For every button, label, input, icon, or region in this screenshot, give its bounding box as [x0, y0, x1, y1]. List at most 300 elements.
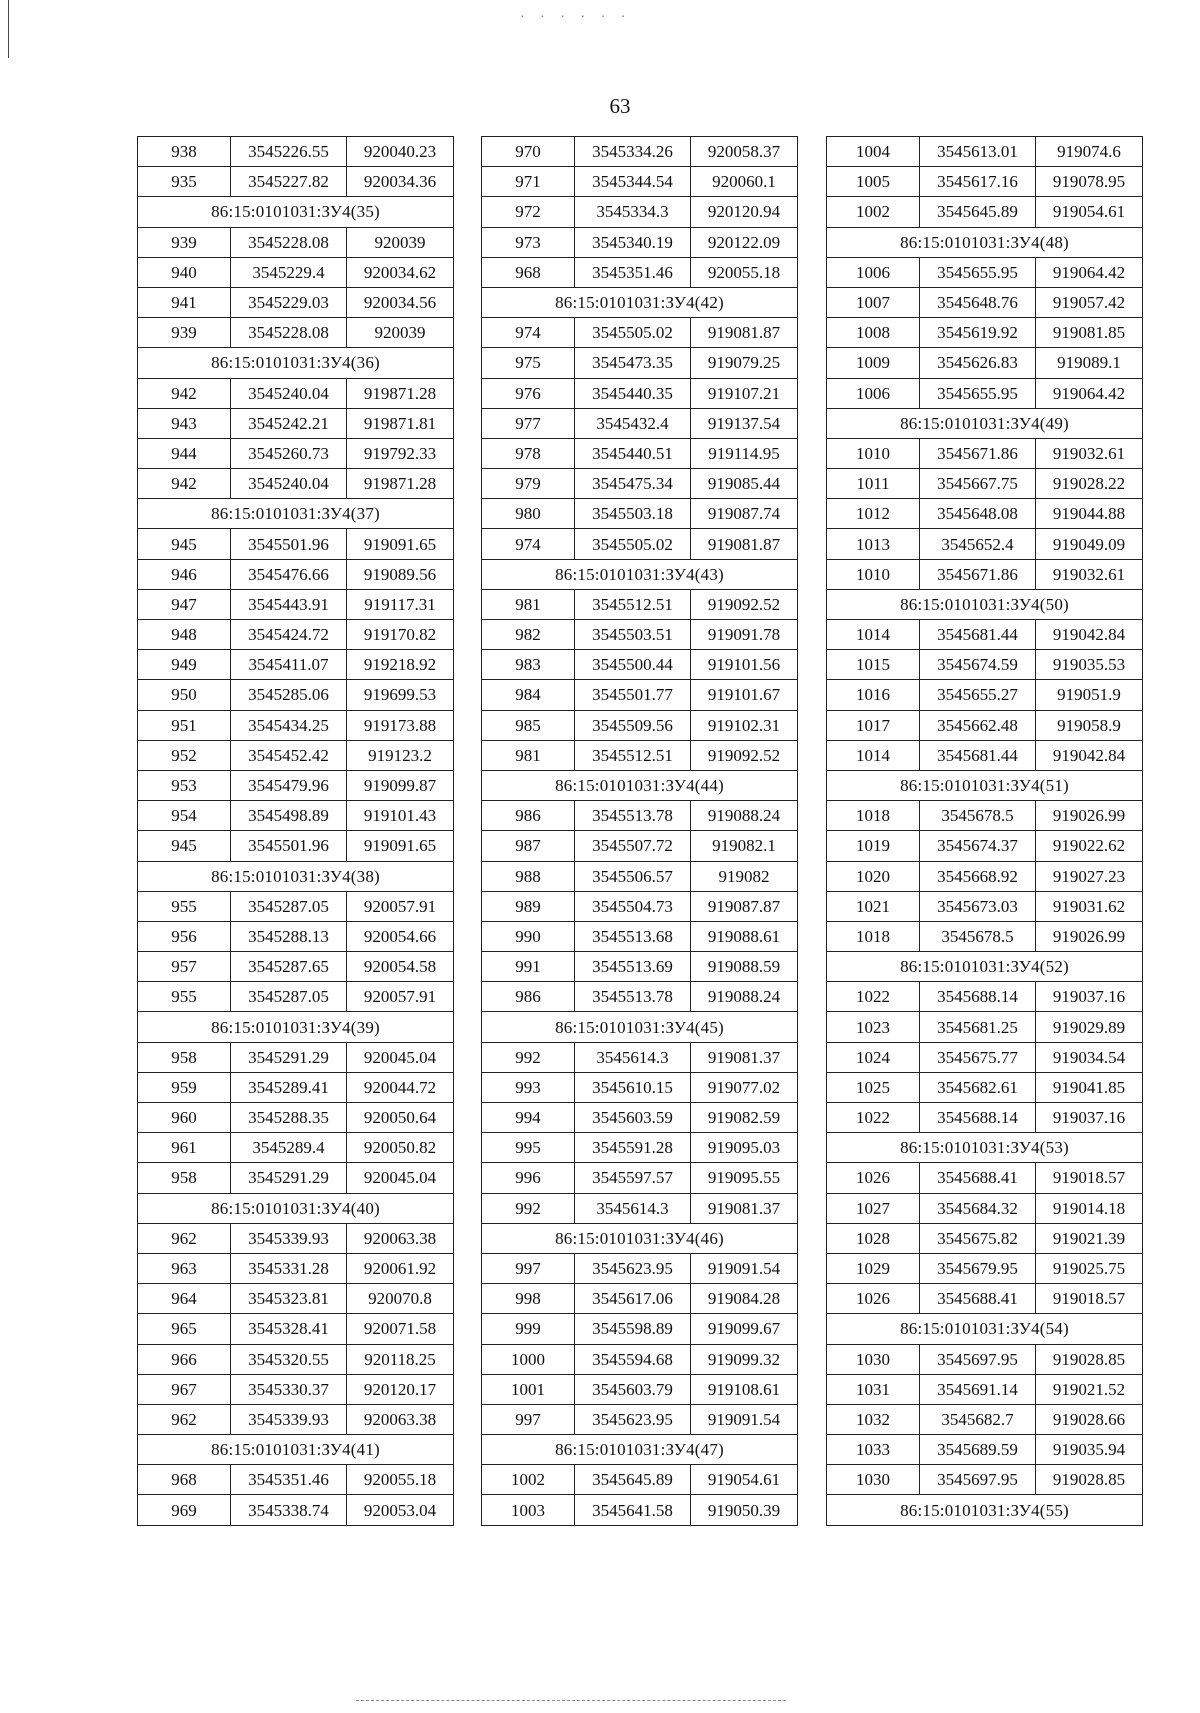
table-row: [482, 952, 798, 982]
y-coordinate-cell: 919088.24: [691, 982, 798, 1012]
x-coordinate-cell: 3545591.28: [575, 1133, 691, 1163]
table-row: [827, 921, 1143, 951]
table-row: [482, 740, 798, 770]
x-coordinate-cell: 3545479.96: [231, 770, 347, 800]
table-row: [482, 1314, 798, 1344]
table-row: [482, 348, 798, 378]
y-coordinate-cell: 919082: [691, 861, 798, 891]
y-coordinate-cell: 919088.59: [691, 952, 798, 982]
parcel-header-row: [482, 770, 798, 800]
x-coordinate-cell: 3545617.16: [920, 167, 1036, 197]
y-coordinate-cell: 919049.09: [1036, 529, 1143, 559]
point-number-cell: 968: [138, 1465, 231, 1495]
x-coordinate-cell: 3545240.04: [231, 469, 347, 499]
y-coordinate-cell: 919042.84: [1036, 740, 1143, 770]
y-coordinate-cell: 919077.02: [691, 1072, 798, 1102]
point-number-cell: 1002: [482, 1465, 575, 1495]
table-row: [827, 529, 1143, 559]
x-coordinate-cell: 3545689.59: [920, 1435, 1036, 1465]
x-coordinate-cell: 3545652.4: [920, 529, 1036, 559]
table-row: [482, 227, 798, 257]
point-number-cell: 971: [482, 167, 575, 197]
table-row: [482, 1284, 798, 1314]
point-number-cell: 943: [138, 408, 231, 438]
table-row: [138, 408, 454, 438]
table-row: [138, 167, 454, 197]
point-number-cell: 1025: [827, 1072, 920, 1102]
x-coordinate-cell: 3545287.65: [231, 952, 347, 982]
y-coordinate-cell: 920040.23: [347, 137, 454, 167]
table-row: [138, 1223, 454, 1253]
y-coordinate-cell: 920057.91: [347, 891, 454, 921]
point-number-cell: 1008: [827, 318, 920, 348]
table-row: [138, 1284, 454, 1314]
point-number-cell: 951: [138, 710, 231, 740]
x-coordinate-cell: 3545334.26: [575, 137, 691, 167]
coordinates-table-column-1: [137, 136, 454, 1526]
x-coordinate-cell: 3545674.37: [920, 831, 1036, 861]
x-coordinate-cell: 3545684.32: [920, 1193, 1036, 1223]
x-coordinate-cell: 3545242.21: [231, 408, 347, 438]
table-row: [827, 1435, 1143, 1465]
table-row: [482, 801, 798, 831]
point-number-cell: 1007: [827, 287, 920, 317]
point-number-cell: 1012: [827, 499, 920, 529]
table-row: [482, 499, 798, 529]
table-row: [827, 1465, 1143, 1495]
point-number-cell: 985: [482, 710, 575, 740]
point-number-cell: 1030: [827, 1465, 920, 1495]
y-coordinate-cell: 919021.39: [1036, 1223, 1143, 1253]
y-coordinate-cell: 919037.16: [1036, 982, 1143, 1012]
point-number-cell: 987: [482, 831, 575, 861]
table-row: [827, 861, 1143, 891]
parcel-header-row: [827, 227, 1143, 257]
y-coordinate-cell: 919028.85: [1036, 1344, 1143, 1374]
table-row: [138, 1344, 454, 1374]
table-row: [482, 1404, 798, 1434]
coordinates-table: [481, 136, 798, 1526]
table-row: [482, 257, 798, 287]
point-number-cell: 1006: [827, 378, 920, 408]
parcel-id-cell: 86:15:0101031:ЗУ4(39): [138, 1012, 454, 1042]
x-coordinate-cell: 3545229.03: [231, 287, 347, 317]
x-coordinate-cell: 3545668.92: [920, 861, 1036, 891]
y-coordinate-cell: 920050.64: [347, 1103, 454, 1133]
table-row: [138, 559, 454, 589]
x-coordinate-cell: 3545688.41: [920, 1284, 1036, 1314]
y-coordinate-cell: 919218.92: [347, 650, 454, 680]
table-row: [138, 921, 454, 951]
y-coordinate-cell: 920053.04: [347, 1495, 454, 1525]
table-row: [138, 589, 454, 619]
table-row: [827, 620, 1143, 650]
parcel-header-row: [138, 1435, 454, 1465]
point-number-cell: 978: [482, 438, 575, 468]
y-coordinate-cell: 919082.1: [691, 831, 798, 861]
y-coordinate-cell: 920044.72: [347, 1072, 454, 1102]
scan-noise: · · · · · ·: [520, 10, 632, 25]
table-row: [138, 1495, 454, 1525]
point-number-cell: 982: [482, 620, 575, 650]
y-coordinate-cell: 919095.55: [691, 1163, 798, 1193]
point-number-cell: 952: [138, 740, 231, 770]
point-number-cell: 947: [138, 589, 231, 619]
point-number-cell: 1021: [827, 891, 920, 921]
table-row: [482, 408, 798, 438]
scan-edge-line: [8, 0, 9, 58]
parcel-header-row: [138, 197, 454, 227]
x-coordinate-cell: 3545513.78: [575, 982, 691, 1012]
x-coordinate-cell: 3545667.75: [920, 469, 1036, 499]
table-row: [482, 137, 798, 167]
y-coordinate-cell: 919018.57: [1036, 1284, 1143, 1314]
x-coordinate-cell: 3545513.69: [575, 952, 691, 982]
x-coordinate-cell: 3545504.73: [575, 891, 691, 921]
table-row: [138, 770, 454, 800]
y-coordinate-cell: 919108.61: [691, 1374, 798, 1404]
point-number-cell: 938: [138, 137, 231, 167]
x-coordinate-cell: 3545697.95: [920, 1465, 1036, 1495]
table-row: [827, 197, 1143, 227]
table-row: [138, 1314, 454, 1344]
y-coordinate-cell: 919091.78: [691, 620, 798, 650]
y-coordinate-cell: 920034.36: [347, 167, 454, 197]
point-number-cell: 1011: [827, 469, 920, 499]
x-coordinate-cell: 3545597.57: [575, 1163, 691, 1193]
x-coordinate-cell: 3545506.57: [575, 861, 691, 891]
point-number-cell: 1017: [827, 710, 920, 740]
x-coordinate-cell: 3545501.96: [231, 831, 347, 861]
x-coordinate-cell: 3545291.29: [231, 1163, 347, 1193]
point-number-cell: 962: [138, 1223, 231, 1253]
point-number-cell: 1026: [827, 1163, 920, 1193]
y-coordinate-cell: 919042.84: [1036, 620, 1143, 650]
point-number-cell: 977: [482, 408, 575, 438]
point-number-cell: 1026: [827, 1284, 920, 1314]
y-coordinate-cell: 919081.87: [691, 318, 798, 348]
y-coordinate-cell: 920063.38: [347, 1404, 454, 1434]
x-coordinate-cell: 3545432.4: [575, 408, 691, 438]
table-row: [482, 1163, 798, 1193]
point-number-cell: 975: [482, 348, 575, 378]
table-row: [482, 469, 798, 499]
y-coordinate-cell: 919022.62: [1036, 831, 1143, 861]
x-coordinate-cell: 3545678.5: [920, 801, 1036, 831]
parcel-header-row: [482, 1223, 798, 1253]
table-row: [827, 559, 1143, 589]
y-coordinate-cell: 919035.53: [1036, 650, 1143, 680]
point-number-cell: 955: [138, 982, 231, 1012]
y-coordinate-cell: 919032.61: [1036, 438, 1143, 468]
point-number-cell: 948: [138, 620, 231, 650]
point-number-cell: 1014: [827, 620, 920, 650]
table-row: [482, 1344, 798, 1374]
point-number-cell: 935: [138, 167, 231, 197]
y-coordinate-cell: 919064.42: [1036, 378, 1143, 408]
table-row: [827, 680, 1143, 710]
y-coordinate-cell: 919051.9: [1036, 680, 1143, 710]
table-row: [482, 438, 798, 468]
x-coordinate-cell: 3545501.77: [575, 680, 691, 710]
y-coordinate-cell: 919089.56: [347, 559, 454, 589]
point-number-cell: 1022: [827, 982, 920, 1012]
x-coordinate-cell: 3545598.89: [575, 1314, 691, 1344]
table-row: [138, 1072, 454, 1102]
x-coordinate-cell: 3545623.95: [575, 1404, 691, 1434]
x-coordinate-cell: 3545228.08: [231, 318, 347, 348]
table-row: [827, 438, 1143, 468]
point-number-cell: 972: [482, 197, 575, 227]
table-row: [482, 620, 798, 650]
parcel-id-cell: 86:15:0101031:ЗУ4(44): [482, 770, 798, 800]
x-coordinate-cell: 3545626.83: [920, 348, 1036, 378]
table-row: [482, 891, 798, 921]
parcel-header-row: [482, 287, 798, 317]
table-row: [482, 378, 798, 408]
y-coordinate-cell: 919087.74: [691, 499, 798, 529]
x-coordinate-cell: 3545288.13: [231, 921, 347, 951]
point-number-cell: 953: [138, 770, 231, 800]
x-coordinate-cell: 3545229.4: [231, 257, 347, 287]
parcel-id-cell: 86:15:0101031:ЗУ4(49): [827, 408, 1143, 438]
point-number-cell: 1032: [827, 1404, 920, 1434]
parcel-header-row: [827, 952, 1143, 982]
y-coordinate-cell: 919034.54: [1036, 1042, 1143, 1072]
y-coordinate-cell: 919079.25: [691, 348, 798, 378]
x-coordinate-cell: 3545498.89: [231, 801, 347, 831]
parcel-id-cell: 86:15:0101031:ЗУ4(46): [482, 1223, 798, 1253]
x-coordinate-cell: 3545655.27: [920, 680, 1036, 710]
y-coordinate-cell: 919088.24: [691, 801, 798, 831]
x-coordinate-cell: 3545503.18: [575, 499, 691, 529]
x-coordinate-cell: 3545617.06: [575, 1284, 691, 1314]
table-row: [482, 1193, 798, 1223]
y-coordinate-cell: 920039: [347, 318, 454, 348]
point-number-cell: 957: [138, 952, 231, 982]
x-coordinate-cell: 3545688.14: [920, 982, 1036, 1012]
x-coordinate-cell: 3545682.61: [920, 1072, 1036, 1102]
y-coordinate-cell: 919082.59: [691, 1103, 798, 1133]
x-coordinate-cell: 3545289.4: [231, 1133, 347, 1163]
point-number-cell: 1015: [827, 650, 920, 680]
table-row: [482, 861, 798, 891]
y-coordinate-cell: 920061.92: [347, 1253, 454, 1283]
table-row: [138, 529, 454, 559]
scan-bottom-line: [356, 1700, 786, 1702]
y-coordinate-cell: 920070.8: [347, 1284, 454, 1314]
parcel-header-row: [827, 589, 1143, 619]
table-row: [827, 257, 1143, 287]
point-number-cell: 1033: [827, 1435, 920, 1465]
table-row: [827, 1193, 1143, 1223]
y-coordinate-cell: 919101.43: [347, 801, 454, 831]
point-number-cell: 968: [482, 257, 575, 287]
point-number-cell: 986: [482, 982, 575, 1012]
point-number-cell: 958: [138, 1163, 231, 1193]
parcel-header-row: [482, 559, 798, 589]
point-number-cell: 989: [482, 891, 575, 921]
table-row: [138, 620, 454, 650]
point-number-cell: 958: [138, 1042, 231, 1072]
parcel-header-row: [827, 770, 1143, 800]
point-number-cell: 1024: [827, 1042, 920, 1072]
x-coordinate-cell: 3545505.02: [575, 318, 691, 348]
x-coordinate-cell: 3545681.44: [920, 740, 1036, 770]
x-coordinate-cell: 3545655.95: [920, 378, 1036, 408]
table-row: [138, 1404, 454, 1434]
x-coordinate-cell: 3545351.46: [231, 1465, 347, 1495]
point-number-cell: 959: [138, 1072, 231, 1102]
point-number-cell: 1031: [827, 1374, 920, 1404]
y-coordinate-cell: 919099.87: [347, 770, 454, 800]
x-coordinate-cell: 3545411.07: [231, 650, 347, 680]
point-number-cell: 1023: [827, 1012, 920, 1042]
point-number-cell: 945: [138, 831, 231, 861]
y-coordinate-cell: 919091.65: [347, 831, 454, 861]
point-number-cell: 974: [482, 529, 575, 559]
y-coordinate-cell: 919087.87: [691, 891, 798, 921]
y-coordinate-cell: 919078.95: [1036, 167, 1143, 197]
parcel-header-row: [827, 1495, 1143, 1525]
y-coordinate-cell: 920063.38: [347, 1223, 454, 1253]
point-number-cell: 941: [138, 287, 231, 317]
coordinates-table-column-3: [826, 136, 1143, 1526]
x-coordinate-cell: 3545613.01: [920, 137, 1036, 167]
point-number-cell: 999: [482, 1314, 575, 1344]
point-number-cell: 991: [482, 952, 575, 982]
point-number-cell: 1000: [482, 1344, 575, 1374]
table-row: [138, 287, 454, 317]
point-number-cell: 1009: [827, 348, 920, 378]
x-coordinate-cell: 3545674.59: [920, 650, 1036, 680]
x-coordinate-cell: 3545623.95: [575, 1253, 691, 1283]
table-row: [827, 318, 1143, 348]
x-coordinate-cell: 3545452.42: [231, 740, 347, 770]
x-coordinate-cell: 3545681.25: [920, 1012, 1036, 1042]
parcel-header-row: [138, 1193, 454, 1223]
point-number-cell: 983: [482, 650, 575, 680]
y-coordinate-cell: 919088.61: [691, 921, 798, 951]
x-coordinate-cell: 3545673.03: [920, 891, 1036, 921]
table-row: [827, 1163, 1143, 1193]
point-number-cell: 967: [138, 1374, 231, 1404]
x-coordinate-cell: 3545507.72: [575, 831, 691, 861]
x-coordinate-cell: 3545648.76: [920, 287, 1036, 317]
coordinates-table: [137, 136, 454, 1526]
y-coordinate-cell: 919170.82: [347, 620, 454, 650]
parcel-id-cell: 86:15:0101031:ЗУ4(52): [827, 952, 1143, 982]
x-coordinate-cell: 3545287.05: [231, 891, 347, 921]
y-coordinate-cell: 919029.89: [1036, 1012, 1143, 1042]
point-number-cell: 1006: [827, 257, 920, 287]
parcel-header-row: [138, 499, 454, 529]
x-coordinate-cell: 3545645.89: [575, 1465, 691, 1495]
y-coordinate-cell: 920054.58: [347, 952, 454, 982]
x-coordinate-cell: 3545344.54: [575, 167, 691, 197]
table-row: [138, 801, 454, 831]
point-number-cell: 1001: [482, 1374, 575, 1404]
x-coordinate-cell: 3545648.08: [920, 499, 1036, 529]
point-number-cell: 939: [138, 227, 231, 257]
point-number-cell: 1003: [482, 1495, 575, 1525]
parcel-id-cell: 86:15:0101031:ЗУ4(36): [138, 348, 454, 378]
point-number-cell: 979: [482, 469, 575, 499]
x-coordinate-cell: 3545512.51: [575, 589, 691, 619]
y-coordinate-cell: 919032.61: [1036, 559, 1143, 589]
table-row: [827, 1103, 1143, 1133]
y-coordinate-cell: 919871.28: [347, 378, 454, 408]
table-row: [138, 710, 454, 740]
y-coordinate-cell: 919114.95: [691, 438, 798, 468]
x-coordinate-cell: 3545331.28: [231, 1253, 347, 1283]
x-coordinate-cell: 3545440.51: [575, 438, 691, 468]
point-number-cell: 1018: [827, 801, 920, 831]
table-row: [482, 650, 798, 680]
point-number-cell: 969: [138, 1495, 231, 1525]
x-coordinate-cell: 3545323.81: [231, 1284, 347, 1314]
table-row: [827, 287, 1143, 317]
y-coordinate-cell: 919031.62: [1036, 891, 1143, 921]
table-row: [482, 1103, 798, 1133]
y-coordinate-cell: 919871.28: [347, 469, 454, 499]
y-coordinate-cell: 920055.18: [691, 257, 798, 287]
point-number-cell: 1010: [827, 559, 920, 589]
point-number-cell: 981: [482, 589, 575, 619]
y-coordinate-cell: 919699.53: [347, 680, 454, 710]
table-row: [827, 1223, 1143, 1253]
point-number-cell: 974: [482, 318, 575, 348]
table-row: [827, 740, 1143, 770]
point-number-cell: 1010: [827, 438, 920, 468]
table-row: [138, 982, 454, 1012]
y-coordinate-cell: 919099.67: [691, 1314, 798, 1344]
point-number-cell: 997: [482, 1253, 575, 1283]
table-row: [482, 318, 798, 348]
table-row: [482, 831, 798, 861]
x-coordinate-cell: 3545603.79: [575, 1374, 691, 1404]
x-coordinate-cell: 3545688.14: [920, 1103, 1036, 1133]
x-coordinate-cell: 3545675.82: [920, 1223, 1036, 1253]
y-coordinate-cell: 919064.42: [1036, 257, 1143, 287]
table-row: [482, 589, 798, 619]
point-number-cell: 956: [138, 921, 231, 951]
table-row: [827, 1374, 1143, 1404]
y-coordinate-cell: 919025.75: [1036, 1253, 1143, 1283]
table-row: [827, 137, 1143, 167]
x-coordinate-cell: 3545475.34: [575, 469, 691, 499]
point-number-cell: 949: [138, 650, 231, 680]
y-coordinate-cell: 919107.21: [691, 378, 798, 408]
x-coordinate-cell: 3545614.3: [575, 1042, 691, 1072]
table-row: [138, 1163, 454, 1193]
y-coordinate-cell: 919101.56: [691, 650, 798, 680]
y-coordinate-cell: 919028.22: [1036, 469, 1143, 499]
parcel-header-row: [827, 1314, 1143, 1344]
x-coordinate-cell: 3545681.44: [920, 620, 1036, 650]
parcel-id-cell: 86:15:0101031:ЗУ4(35): [138, 197, 454, 227]
point-number-cell: 940: [138, 257, 231, 287]
y-coordinate-cell: 919102.31: [691, 710, 798, 740]
point-number-cell: 961: [138, 1133, 231, 1163]
table-row: [827, 710, 1143, 740]
parcel-id-cell: 86:15:0101031:ЗУ4(54): [827, 1314, 1143, 1344]
x-coordinate-cell: 3545655.95: [920, 257, 1036, 287]
table-row: [482, 1374, 798, 1404]
point-number-cell: 981: [482, 740, 575, 770]
point-number-cell: 1005: [827, 167, 920, 197]
table-row: [827, 891, 1143, 921]
